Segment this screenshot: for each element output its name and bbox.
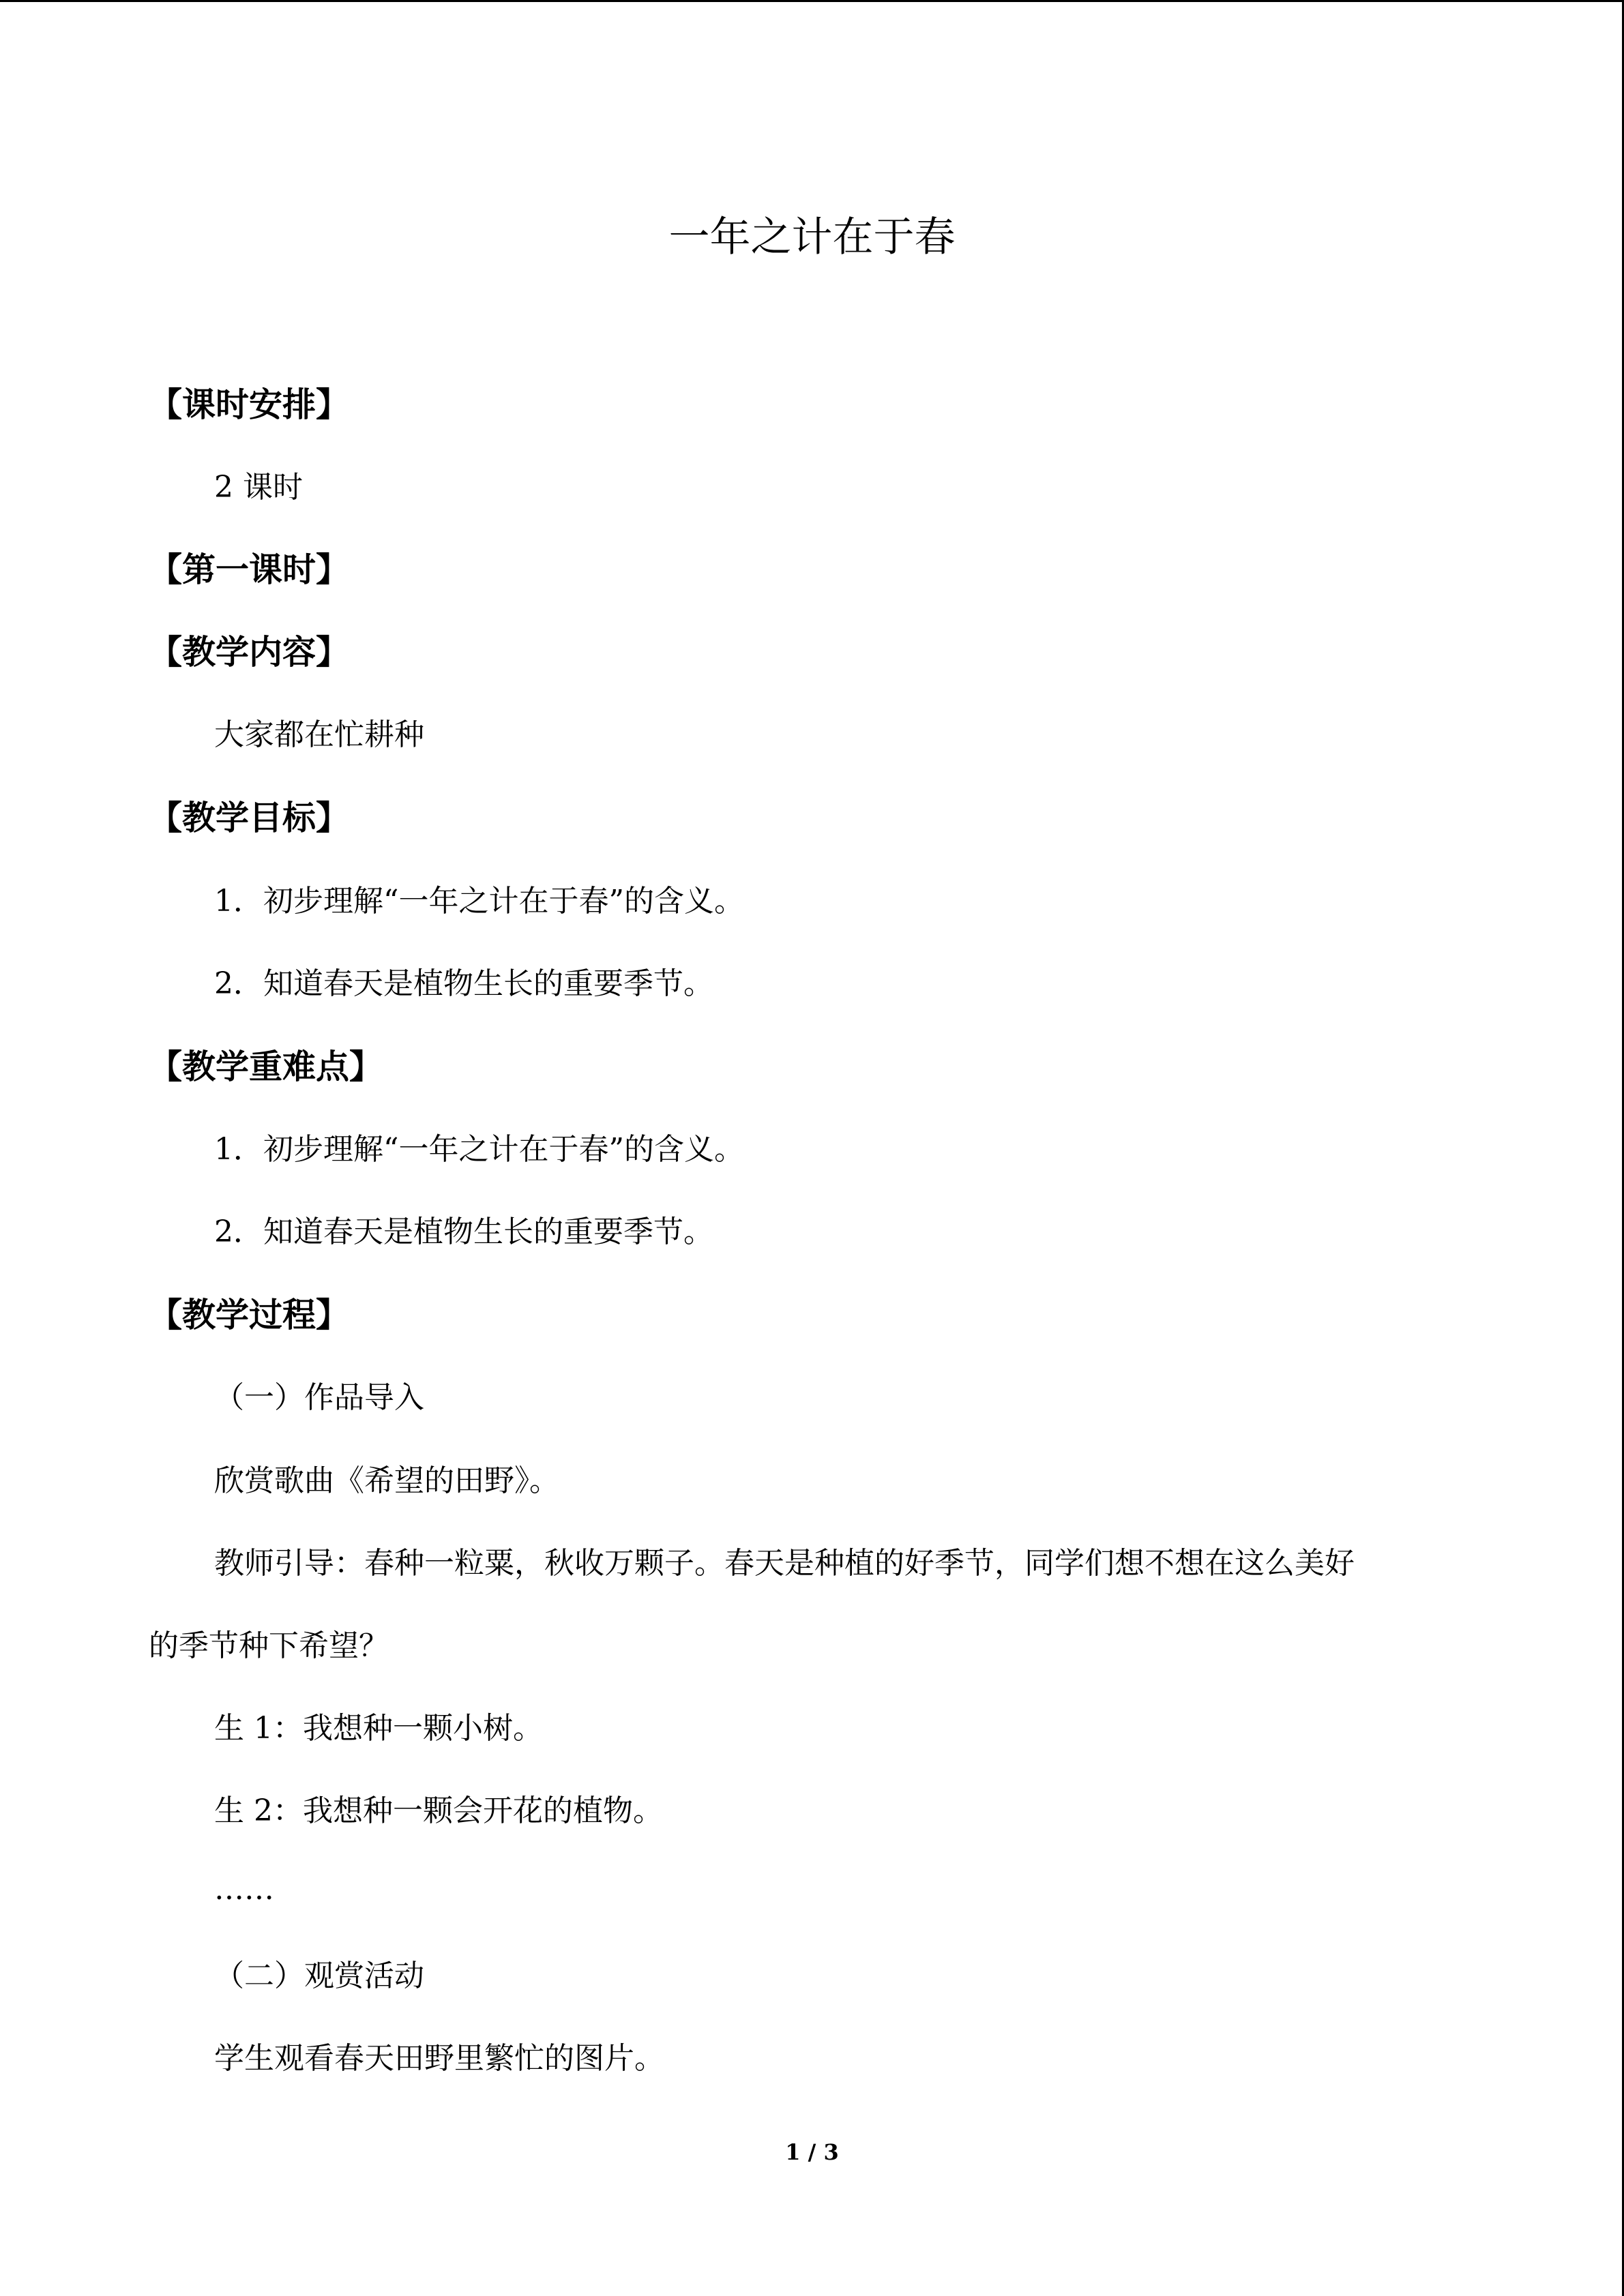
content-heading: 【教学内容】 [149, 633, 350, 672]
content-text: 大家都在忙耕种 [214, 717, 424, 752]
keypoint-item: 1．初步理解“一年之计在于春”的含义。 [214, 1132, 744, 1167]
process-heading: 【教学过程】 [149, 1296, 350, 1335]
goal-item: 2．知道春天是植物生长的重要季节。 [214, 966, 713, 1001]
page-number: 1 / 3 [785, 2139, 839, 2165]
process-part1-title: （一）作品导入 [214, 1380, 424, 1415]
process-activity: 学生观看春天田野里繁忙的图片。 [214, 2041, 664, 2076]
process-song: 欣赏歌曲《希望的田野》。 [214, 1463, 559, 1498]
goals-heading: 【教学目标】 [149, 799, 350, 837]
process-teacher-line-continued: 的季节种下希望？ [149, 1628, 389, 1663]
schedule-text: 2 课时 [214, 470, 303, 505]
document-title: 一年之计在于春 [668, 213, 956, 261]
goal-item: 1．初步理解“一年之计在于春”的含义。 [214, 884, 744, 919]
schedule-heading: 【课时安排】 [149, 385, 350, 424]
lesson-heading: 【第一课时】 [149, 550, 350, 589]
process-student1: 生 1：我想种一颗小树。 [214, 1711, 543, 1746]
keypoints-heading: 【教学重难点】 [149, 1047, 383, 1086]
keypoint-item: 2．知道春天是植物生长的重要季节。 [214, 1214, 713, 1249]
process-student2: 生 2：我想种一颗会开花的植物。 [214, 1793, 663, 1828]
process-teacher-line: 教师引导：春种一粒粟，秋收万颗子。春天是种植的好季节，同学们想不想在这么美好 [214, 1546, 1355, 1581]
process-ellipsis: …… [214, 1872, 274, 1907]
process-part2-title: （二）观赏活动 [214, 1958, 424, 1993]
